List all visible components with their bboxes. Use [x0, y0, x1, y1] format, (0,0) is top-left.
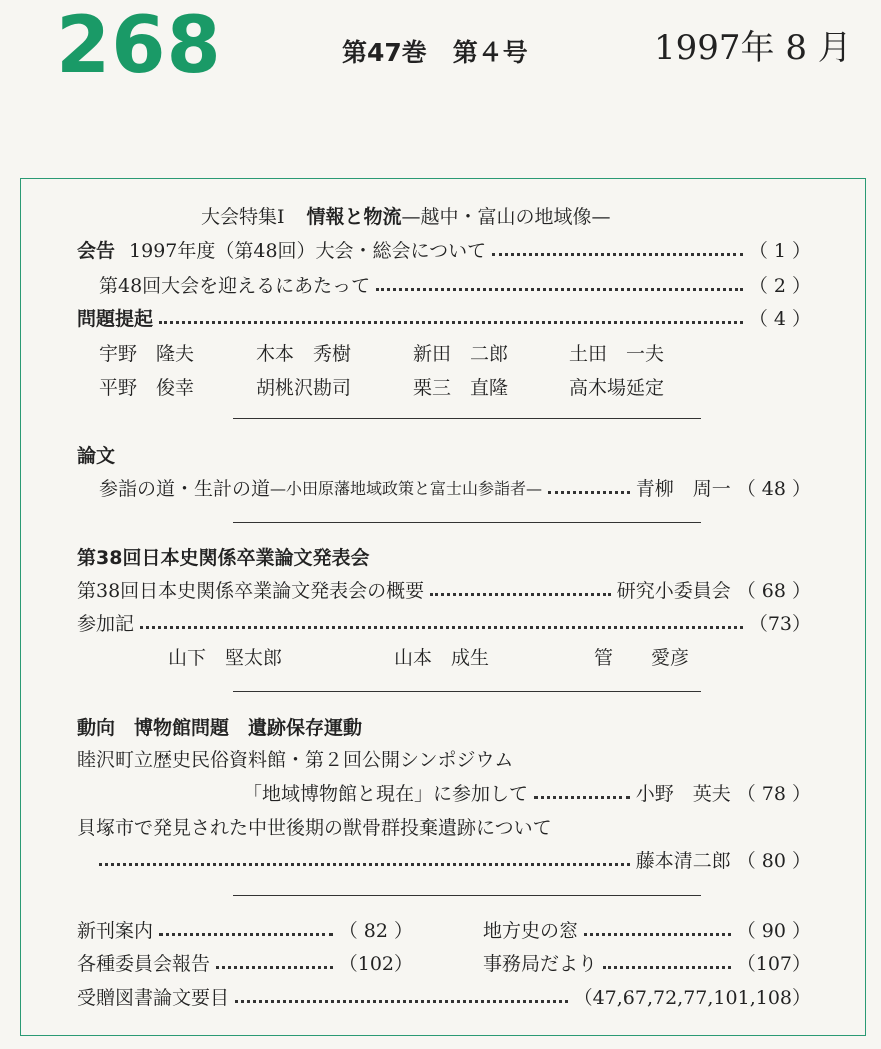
entry-page: （ 90 ）	[736, 920, 811, 942]
entry-page: （47,67,72,77,101,108）	[573, 987, 811, 1009]
dot-leader	[216, 966, 333, 969]
dot-leader	[376, 288, 743, 291]
feature-theme: 情報と物流	[306, 206, 402, 228]
author-name: 山下 堅太郎	[168, 647, 283, 669]
entry-title: 新刊案内	[77, 920, 154, 942]
author-name: 管 愛彦	[594, 647, 690, 669]
entry-page: （ 48 ）	[736, 478, 811, 500]
toc-entry-shinkan[interactable]	[77, 919, 413, 943]
author-name: 新田 二郎	[413, 343, 509, 365]
toc-entry-jushi[interactable]	[77, 986, 811, 1010]
entry-subtitle: —小田原藩地域政策と富士山参詣者—	[270, 479, 543, 498]
dot-leader	[430, 593, 611, 596]
section-divider	[233, 691, 701, 692]
entry-page: （102）	[338, 953, 413, 975]
entry-page: （ 4 ）	[748, 308, 811, 330]
entry-title: 受贈図書論文要目	[77, 987, 230, 1009]
section-divider	[233, 522, 701, 523]
author-name: 胡桃沢勘司	[256, 377, 352, 399]
entry-author: 青柳 周一	[635, 478, 731, 500]
section-label-sotsugyo	[77, 546, 369, 570]
entry-title: 睦沢町立歴史民俗資料館・第２回公開シンポジウム	[77, 749, 514, 771]
entry-title: 各種委員会報告	[77, 953, 211, 975]
dot-leader	[603, 966, 731, 969]
toc-entry-chihoshi[interactable]	[483, 919, 811, 943]
toc-entry-ronbun[interactable]	[99, 477, 811, 501]
entry-title-cont: 「地域博物館と現在」に参加して	[243, 783, 529, 805]
author-name: 栗三 直隆	[413, 377, 509, 399]
issue-date: 1997年 8 月	[654, 28, 852, 68]
entry-title: 地方史の窓	[483, 920, 579, 942]
toc-entry-kaikoku-2[interactable]	[99, 274, 811, 298]
entry-page: （ 1 ）	[748, 240, 811, 262]
author-row-1	[99, 342, 719, 366]
author-row-2	[99, 376, 719, 400]
entry-page: （ 68 ）	[736, 580, 811, 602]
dot-leader	[235, 1000, 568, 1003]
dot-leader	[99, 863, 630, 866]
author-name: 土田 一夫	[569, 343, 665, 365]
section-label-mondai: 問題提起	[77, 308, 154, 330]
entry-author: 小野 英夫	[635, 783, 731, 805]
number-label: 第４号	[452, 38, 528, 67]
toc-entry-doko-2[interactable]	[99, 849, 811, 873]
dot-leader	[159, 933, 333, 936]
author-name: 宇野 隆夫	[99, 343, 195, 365]
author-name: 山本 成生	[394, 647, 490, 669]
toc-entry-doko-2-title[interactable]	[77, 816, 552, 840]
entry-author: 藤本清二郎	[635, 850, 731, 872]
toc-entry-sotsugyo-1[interactable]	[77, 579, 811, 603]
entry-title: 参詣の道・生計の道	[99, 478, 271, 500]
author-name: 木本 秀樹	[256, 343, 352, 365]
section-label-text: 動向 博物館問題 遺跡保存運動	[77, 717, 363, 739]
author-name: 高木場延定	[569, 377, 665, 399]
author-name: 平野 俊幸	[99, 377, 195, 399]
dot-leader	[584, 933, 731, 936]
author-row-3	[168, 646, 728, 670]
toc-entry-iinkai[interactable]	[77, 952, 413, 976]
entry-page: （ 80 ）	[736, 850, 811, 872]
section-label-kaikoku: 会告	[77, 240, 116, 262]
entry-title: 事務局だより	[483, 953, 598, 975]
dot-leader	[534, 796, 630, 799]
feature-heading	[201, 205, 611, 229]
feature-title: 大会特集Ⅰ	[201, 206, 285, 228]
toc-entry-kaikoku-1[interactable]	[77, 239, 811, 263]
entry-page: （ 2 ）	[748, 275, 811, 297]
toc-entry-sotsugyo-2[interactable]	[77, 612, 811, 636]
toc-entry-doko-1-title[interactable]	[77, 748, 513, 772]
entry-title: 第38回日本史関係卒業論文発表会の概要	[77, 580, 425, 602]
feature-subtitle: —越中・富山の地域像—	[401, 206, 611, 228]
entry-page: （ 78 ）	[736, 783, 811, 805]
dot-leader	[159, 321, 743, 324]
section-divider	[233, 418, 701, 419]
section-label-text: 論文	[77, 445, 116, 467]
volume-number	[342, 38, 528, 68]
entry-title: 1997年度（第48回）大会・総会について	[129, 240, 487, 262]
dot-leader	[140, 626, 743, 629]
entry-title: 貝塚市で発見された中世後期の獣骨群投棄遺跡について	[77, 817, 552, 839]
section-divider	[233, 895, 701, 896]
entry-page: （73）	[748, 613, 811, 635]
section-label-doko	[77, 716, 362, 740]
table-of-contents	[20, 178, 866, 1036]
entry-page: （ 82 ）	[338, 920, 413, 942]
issue-number: 268	[56, 1, 222, 91]
volume-label: 第47巻	[342, 38, 427, 67]
toc-entry-doko-1[interactable]	[243, 782, 811, 806]
entry-title: 参加記	[77, 613, 135, 635]
dot-leader	[548, 491, 630, 494]
entry-author: 研究小委員会	[616, 580, 731, 602]
dot-leader	[492, 253, 743, 256]
toc-entry-jimukyoku[interactable]	[483, 952, 811, 976]
section-label-text: 第38回日本史関係卒業論文発表会	[77, 547, 370, 569]
section-label-ronbun	[77, 444, 115, 468]
entry-title: 第48回大会を迎えるにあたって	[99, 275, 371, 297]
entry-page: （107）	[736, 953, 811, 975]
toc-entry-mondai[interactable]	[77, 307, 811, 331]
